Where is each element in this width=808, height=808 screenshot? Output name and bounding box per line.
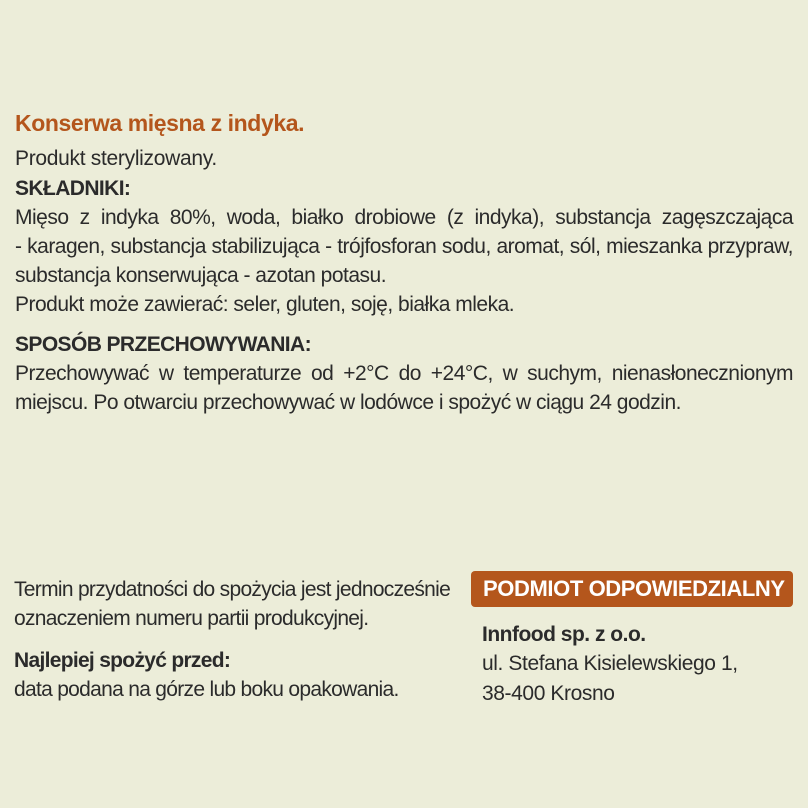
product-title: Konserwa mięsna z indyka. <box>15 110 305 136</box>
ingredients-line: substancja konserwująca - azotan potasu. <box>15 264 387 287</box>
storage-line: miejscu. Po otwarciu przechowywać w lodówce i spożyć w ciągu 24 godzin. <box>15 391 681 414</box>
allergens-text: Produkt może zawierać: seler, gluten, soję, białka mleka. <box>15 293 515 316</box>
expiry-section <box>14 575 454 704</box>
expiry-text <box>14 575 454 633</box>
best-before-heading: Najlepiej spożyć przed: <box>14 649 231 672</box>
ingredients-heading: SKŁADNIKI: <box>15 177 131 200</box>
company-contact <box>471 620 793 709</box>
storage-text <box>15 359 793 417</box>
company-name: Innfood sp. z o.o. <box>482 623 646 646</box>
ingredients-line: - karagen, substancja stabilizująca - trójfosforan sodu, aromat, sól, mieszanka przypraw, <box>15 235 793 258</box>
expiry-line: Termin przydatności do spożycia jest jednocześnie <box>14 578 451 601</box>
product-subtitle: Produkt sterylizowany. <box>15 147 217 170</box>
product-info-section <box>15 107 793 417</box>
address-city: 38-400 Krosno <box>482 682 615 705</box>
ingredients-text <box>15 203 793 290</box>
responsible-entity-section <box>471 571 793 709</box>
storage-line: Przechowywać w temperaturze od +2°C do +24°C, w suchym, nienasłonecznionym <box>15 362 793 385</box>
address-street: ul. Stefana Kisielewskiego 1, <box>482 652 738 675</box>
best-before-text: data podana na górze lub boku opakowania. <box>14 678 399 701</box>
storage-heading: SPOSÓB PRZECHOWYWANIA: <box>15 333 311 356</box>
ingredients-line: Mięso z indyka 80%, woda, białko drobiowe (z indyka), substancja zagęszczająca <box>15 206 793 229</box>
responsible-entity-banner: PODMIOT ODPOWIEDZIALNY <box>471 571 793 607</box>
expiry-line: oznaczeniem numeru partii produkcyjnej. <box>14 607 369 630</box>
